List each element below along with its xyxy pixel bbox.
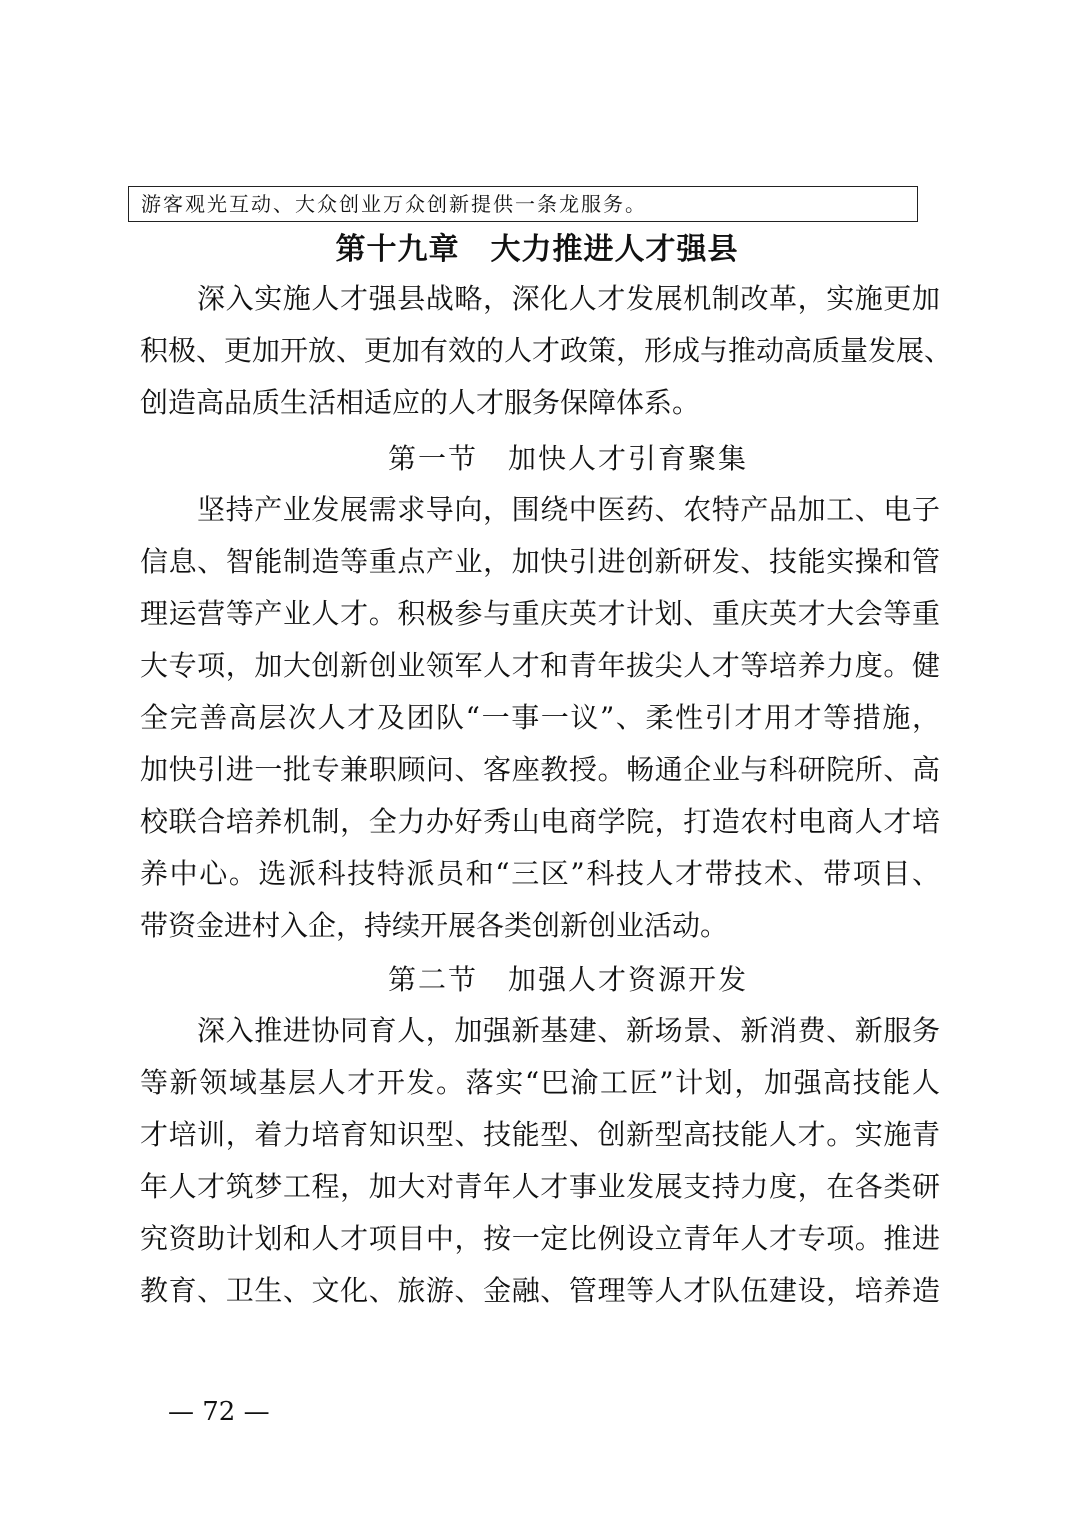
paragraph-line: 等新领域基层人才开发。落实“巴渝工匠”计划，加强高技能人: [140, 1066, 940, 1099]
section1-paragraph: [140, 484, 940, 952]
paragraph-line: 坚持产业发展需求导向，围绕中医药、农特产品加工、电子: [197, 493, 940, 526]
paragraph-line: 深入实施人才强县战略，深化人才发展机制改革，实施更加: [197, 282, 940, 315]
paragraph-line: 创造高品质生活相适应的人才服务保障体系。: [140, 386, 701, 419]
paragraph-line: 才培训，着力培育知识型、技能型、创新型高技能人才。实施青: [140, 1118, 940, 1151]
paragraph-line: 年人才筑梦工程，加大对青年人才事业发展支持力度，在各类研: [140, 1170, 940, 1203]
page-number: — 72 —: [168, 1397, 270, 1427]
boxed-note: 游客观光互动、大众创业万众创新提供一条龙服务。: [128, 186, 918, 222]
paragraph-line: 带资金进村入企，持续开展各类创新创业活动。: [140, 909, 729, 942]
paragraph-line: 校联合培养机制，全力办好秀山电商学院，打造农村电商人才培: [140, 805, 940, 838]
paragraph-line: 深入推进协同育人，加强新基建、新场景、新消费、新服务: [197, 1014, 940, 1047]
section-title-2: 第二节 加强人才资源开发: [387, 963, 748, 996]
paragraph-line: 究资助计划和人才项目中，按一定比例设立青年人才专项。推进: [140, 1222, 940, 1255]
chapter-title: 第十九章 大力推进人才强县: [335, 232, 739, 267]
section-title-1: 第一节 加快人才引育聚集: [387, 442, 748, 475]
paragraph-line: 信息、智能制造等重点产业，加快引进创新研发、技能实操和管: [140, 545, 940, 578]
paragraph-line: 养中心。选派科技特派员和“三区”科技人才带技术、带项目、: [140, 857, 940, 890]
paragraph-line: 加快引进一批专兼职顾问、客座教授。畅通企业与科研院所、高: [140, 753, 940, 786]
paragraph-line: 积极、更加开放、更加有效的人才政策，形成与推动高质量发展、: [140, 334, 953, 367]
paragraph-line: 教育、卫生、文化、旅游、金融、管理等人才队伍建设，培养造: [140, 1274, 940, 1307]
paragraph-line: 大专项，加大创新创业领军人才和青年拔尖人才等培养力度。健: [140, 649, 940, 682]
section2-paragraph: [140, 1005, 940, 1317]
paragraph-line: 理运营等产业人才。积极参与重庆英才计划、重庆英才大会等重: [140, 597, 940, 630]
intro-paragraph: [140, 273, 953, 429]
paragraph-line: 全完善高层次人才及团队“一事一议”、柔性引才用才等措施，: [140, 701, 940, 734]
